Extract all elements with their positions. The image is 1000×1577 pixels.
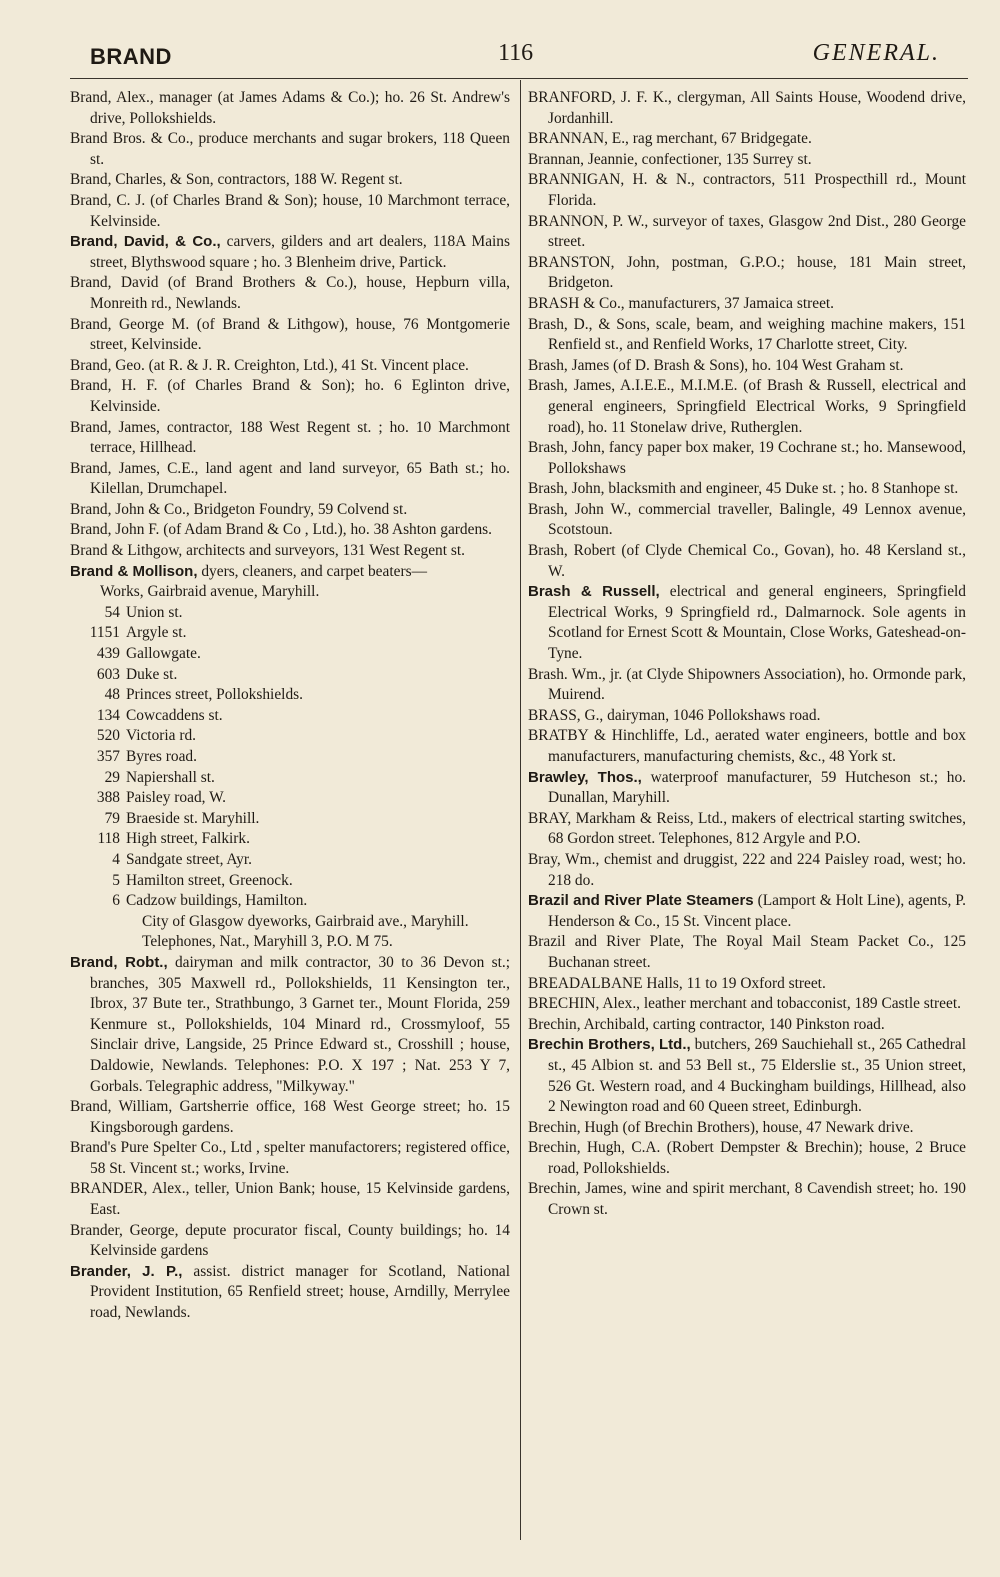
entry-text: Brand, Geo. (at R. & J. R. Creighton, Ltd.), 41 St. Vincent place. [70, 356, 469, 374]
page-number: 116 [498, 40, 534, 66]
entry-text: Brash, John, blacksmith and engineer, 45 Duke st. ; ho. 8 Stanhope st. [528, 480, 959, 498]
branch-street: Braeside st. Maryhill. [126, 809, 260, 827]
entry-text: BRASH & Co., manufacturers, 37 Jamaica street. [528, 294, 835, 312]
entry-bold-name: Brander, J. P., [70, 1262, 183, 1280]
directory-entry [528, 479, 966, 500]
entry-text: Brand & Lithgow, architects and surveyors, 131 West Regent st. [70, 542, 465, 560]
branch-number: 29 [104, 768, 120, 786]
entry-text: BRANDER, Alex., teller, Union Bank; house, 15 Kelvinside gardens, East. [70, 1180, 510, 1219]
directory-entry [70, 418, 510, 459]
running-head-left: BRAND [90, 44, 172, 69]
directory-entry [70, 376, 510, 417]
branch-number: 118 [97, 830, 120, 848]
branch-number: 520 [96, 727, 120, 745]
directory-entry [528, 253, 966, 294]
entry-text: Brash. Wm., jr. (at Clyde Shipowners Association), ho. Ormonde park, Muirend. [528, 665, 966, 704]
branch-number: 48 [104, 686, 120, 704]
directory-entry [70, 1138, 510, 1179]
branch-street: Napiershall st. [126, 768, 215, 786]
entry-text: BRANNAN, E., rag merchant, 67 Bridgegate. [528, 130, 812, 148]
entry-text: Brash, John, fancy paper box maker, 19 Cochrane st.; ho. Mansewood, Pollokshaws [528, 439, 966, 477]
directory-entry [528, 1118, 966, 1139]
branch-number: 1151 [89, 624, 120, 642]
directory-entry [70, 520, 510, 541]
branch-number: 439 [96, 645, 120, 663]
entry-text: BRAY, Markham & Reiss, Ltd., makers of electrical starting switches, 68 Gordon street. Telephones, 812 Argyle and P.O. [528, 809, 966, 848]
entry-bold-name: Brawley, Thos., [528, 768, 642, 786]
directory-entry [70, 315, 510, 356]
branch-number: 357 [96, 748, 120, 765]
entry-text: Brand, John & Co., Bridgeton Foundry, 59 Colvend st. [70, 500, 408, 518]
entry-text: Brand, Charles, & Son, contractors, 188 W. Regent st. [70, 171, 403, 189]
entry-bold-name: Brand & Mollison, [70, 562, 198, 580]
branch-street: Gallowgate. [126, 645, 201, 663]
branch-address [70, 809, 510, 830]
branch-number: 54 [104, 603, 120, 621]
branch-street: Argyle st. [126, 624, 187, 642]
mollison-tail: City of Glasgow dyeworks, Gairbraid ave., Maryhill. Telephones, Nat., Maryhill 3, P.O. M 75. [142, 912, 469, 951]
page-header [90, 36, 940, 76]
directory-entry [528, 582, 966, 664]
branch-street: Hamilton street, Greenock. [126, 871, 293, 889]
entry-text: Bray, Wm., chemist and druggist, 222 and 224 Paisley road, west; ho. 218 do. [528, 850, 966, 889]
entry-text: Brand, William, Gartsherrie office, 168 West George street; ho. 15 Kingsborough gardens. [70, 1098, 510, 1136]
entry-text: Brand's Pure Spelter Co., Ltd , spelter manufactorers; registered office, 58 St. Vincent st.; works, Irvine. [70, 1139, 510, 1177]
branch-street: Sandgate street, Ayr. [126, 850, 252, 868]
branch-street: Cowcaddens st. [126, 706, 223, 724]
directory-entry [70, 1221, 510, 1262]
entry-text: Brechin, Hugh, C.A. (Robert Dempster & Brechin); house, 2 Bruce road, Pollokshields. [528, 1139, 966, 1177]
directory-entry [70, 232, 510, 273]
directory-entry [528, 726, 966, 767]
directory-entry [528, 974, 966, 995]
branch-number: 6 [112, 892, 120, 910]
branch-number: 603 [96, 665, 120, 683]
directory-entry [528, 438, 966, 479]
branch-street: Duke st. [126, 665, 178, 683]
entry-text: Brand Bros. & Co., produce merchants and sugar brokers, 118 Queen st. [70, 130, 510, 168]
entry-text: BRECHIN, Alex., leather merchant and tobacconist, 189 Castle street. [528, 995, 961, 1013]
right-column [528, 88, 966, 1221]
branch-street: Victoria rd. [126, 727, 197, 745]
mollison-works: Works, Gairbraid avenue, Maryhill. [100, 583, 320, 601]
entry-text: Brand, James, contractor, 188 West Regent st. ; ho. 10 Marchmont terrace, Hillhead. [70, 418, 510, 457]
entry-bold-name: Brand, Robt., [70, 953, 168, 971]
branch-address [70, 623, 510, 644]
directory-entry [70, 459, 510, 500]
directory-entry [528, 376, 966, 438]
entry-text: Brand, C. J. (of Charles Brand & Son); house, 10 Marchmont terrace, Kelvinside. [70, 191, 510, 230]
entry-text: Brash, James, A.I.E.E., M.I.M.E. (of Brash & Russell, electrical and general engineers, Springfield Electrical Works, 9 Springfield road), ho. 11 Stonelaw drive, Rutherglen. [528, 377, 966, 436]
entry-text: butchers, 269 Sauchiehall st., 265 Cathedral st., 45 Albion st. and 53 Bell st., 75 Elderslie st., 35 Union street, 526 Gt. Western road, and 4 Buckingham buildings, Hillhead, also 2 Newington road and 60 Queen street, Edinburgh. [548, 1036, 966, 1116]
entry-text: Brander, George, depute procurator fiscal, County buildings; ho. 14 Kelvinside gardens [70, 1221, 510, 1260]
entry-text: Brash, John W., commercial traveller, Balingle, 49 Lennox avenue, Scotstoun. [528, 500, 966, 539]
directory-entry [528, 1035, 966, 1117]
branch-number: 5 [112, 871, 120, 889]
entry-bold-name: Brechin Brothers, Ltd., [528, 1036, 691, 1054]
entry-text: carvers, gilders and art dealers, 118A Mains street, Blythswood square ; ho. 3 Blenheim drive, Partick. [90, 233, 510, 271]
branch-number: 4 [112, 850, 120, 868]
directory-entry [528, 88, 966, 129]
entry-text: Brash, James (of D. Brash & Sons), ho. 104 West Graham st. [528, 356, 904, 374]
directory-entry [528, 850, 966, 891]
directory-entry [528, 541, 966, 582]
directory-entry [528, 1138, 966, 1179]
branch-street: Paisley road, W. [126, 789, 227, 807]
branch-number: 388 [96, 789, 120, 807]
entry-text: Brand, Alex., manager (at James Adams & Co.); ho. 26 St. Andrew's drive, Pollokshields. [70, 89, 510, 127]
entry-text: assist. district manager for Scotland, National Provident Institution, 65 Renfield street; house, Arndilly, Merrylee road, Newlands. [90, 1262, 510, 1322]
directory-entry [528, 170, 966, 211]
directory-entry [70, 562, 510, 583]
entry-bold-name: Brand, David, & Co., [70, 233, 221, 251]
branch-address [70, 768, 510, 789]
branch-address [70, 871, 510, 892]
entry-text: Brand, H. F. (of Charles Brand & Son); ho. 6 Eglinton drive, Kelvinside. [70, 377, 510, 415]
entry-text: waterproof manufacturer, 59 Hutcheson st.; ho. Dunallan, Maryhill. [548, 768, 966, 807]
directory-entry [528, 1015, 966, 1036]
directory-entry [70, 191, 510, 232]
entry-text: BREADALBANE Halls, 11 to 19 Oxford street. [528, 974, 826, 992]
directory-entry [528, 294, 966, 315]
directory-entry [70, 1262, 510, 1324]
directory-entry [70, 953, 510, 1097]
directory-entry [528, 932, 966, 973]
directory-entry [70, 356, 510, 377]
column-divider [520, 80, 521, 1540]
directory-entry [528, 809, 966, 850]
branch-number: 79 [104, 809, 120, 827]
entry-text: (Lamport & Holt Line), agents, P. Henderson & Co., 15 St. Vincent place. [548, 892, 966, 930]
entry-text: BRANNON, P. W., surveyor of taxes, Glasgow 2nd Dist., 280 George street. [528, 212, 966, 251]
branch-address [70, 747, 510, 768]
branch-address [70, 829, 510, 850]
directory-entry [528, 994, 966, 1015]
entry-text: BRANNIGAN, H. & N., contractors, 511 Prospecthill rd., Mount Florida. [528, 171, 966, 209]
directory-entry [70, 500, 510, 521]
branch-number: 134 [96, 706, 120, 724]
branch-address [70, 685, 510, 706]
entry-text: dairyman and milk contractor, 30 to 36 Devon st.; branches, 305 Maxwell rd., Pollokshields, 11 Kensington ter., Ibrox, 37 Bute ter., Strathbungo, 3 Garnet ter., Mount Florida, 259 Kenmure st., Pollokshields, 104 Minard rd., Crossmyloof, 55 Sinclair drive, Langside, 25 Prince Edward st., Crosshill ; house, Daldowie, Newlands. Telephones: P.O. X 197 ; Nat. 253 Y 7, Gorbals. Telegraphic address, "Milkyway." [90, 953, 510, 1095]
directory-entry [528, 356, 966, 377]
entry-text: Brechin, James, wine and spirit merchant, 8 Cavendish street; ho. 190 Crown st. [528, 1180, 966, 1219]
branch-address [70, 891, 510, 912]
entry-text: Brash, Robert (of Clyde Chemical Co., Govan), ho. 48 Kersland st., W. [528, 542, 966, 580]
branch-address [70, 788, 510, 809]
directory-entry [528, 212, 966, 253]
branch-address [70, 726, 510, 747]
entry-text: Brazil and River Plate, The Royal Mail Steam Packet Co., 125 Buchanan street. [528, 933, 966, 971]
entry-text: Brand, George M. (of Brand & Lithgow), house, 76 Montgomerie street, Kelvinside. [70, 315, 510, 354]
entry-text: Brand, David (of Brand Brothers & Co.), house, Hepburn villa, Monreith rd., Newlands. [70, 274, 510, 312]
directory-entry [528, 1179, 966, 1220]
directory-entry [528, 500, 966, 541]
entry-text: BRATBY & Hinchliffe, Ld., aerated water engineers, bottle and box manufacturers, manufacturing chemists, &c., 48 York st. [528, 727, 966, 765]
branch-address [70, 644, 510, 665]
entry-text: Brechin, Hugh (of Brechin Brothers), house, 47 Newark drive. [528, 1118, 914, 1136]
directory-entry [528, 768, 966, 809]
entry-text: Brannan, Jeannie, confectioner, 135 Surrey st. [528, 150, 812, 168]
branch-address [70, 706, 510, 727]
directory-entry [528, 315, 966, 356]
entry-bold-name: Brash & Russell, [528, 583, 660, 601]
directory-entry [528, 706, 966, 727]
directory-entry [528, 150, 966, 171]
directory-entry [70, 1097, 510, 1138]
header-rule [70, 78, 968, 79]
left-column [70, 88, 510, 1324]
directory-entry [70, 170, 510, 191]
directory-entry [70, 541, 510, 562]
directory-entry [528, 891, 966, 932]
entry-text: Brand, James, C.E., land agent and land surveyor, 65 Bath st.; ho. Kilellan, Drumchapel. [70, 459, 510, 498]
entry-text: Brechin, Archibald, carting contractor, 140 Pinkston road. [528, 1015, 885, 1033]
entry-text: BRANSTON, John, postman, G.P.O.; house, 181 Main street, Bridgeton. [528, 253, 966, 292]
entry-text: Brash, D., & Sons, scale, beam, and weighing machine makers, 151 Renfield st., and Renfield Works, 17 Charlotte street, City. [528, 315, 966, 354]
entry-text: Brand, John F. (of Adam Brand & Co , Ltd.), ho. 38 Ashton gardens. [70, 521, 492, 539]
entry-text: electrical and general engineers, Springfield Electrical Works, 9 Springfield rd., Dalmarnock. Sole agents in Scotland for Ernest Scott & Mountain, Close Works, Gateshead-on-Tyne. [548, 583, 966, 663]
entry-bold-name: Brazil and River Plate Steamers [528, 892, 754, 910]
entry-text: BRASS, G., dairyman, 1046 Pollokshaws road. [528, 706, 821, 724]
directory-entry [70, 88, 510, 129]
entry-text: dyers, cleaners, and carpet beaters— [197, 562, 427, 580]
branch-address [70, 603, 510, 624]
directory-entry [528, 665, 966, 706]
branch-street: Byres road. [126, 748, 197, 765]
directory-entry [70, 1179, 510, 1220]
branch-street: Princes street, Pollokshields. [126, 686, 303, 704]
directory-entry [70, 273, 510, 314]
directory-entry [70, 129, 510, 170]
running-head-right: GENERAL. [812, 40, 940, 66]
branch-street: High street, Falkirk. [126, 830, 250, 848]
branch-street: Union st. [126, 603, 183, 621]
branch-address [70, 850, 510, 871]
directory-entry [528, 129, 966, 150]
entry-text: BRANFORD, J. F. K., clergyman, All Saints House, Woodend drive, Jordanhill. [528, 89, 966, 127]
branch-address [70, 665, 510, 686]
branch-street: Cadzow buildings, Hamilton. [126, 892, 308, 910]
